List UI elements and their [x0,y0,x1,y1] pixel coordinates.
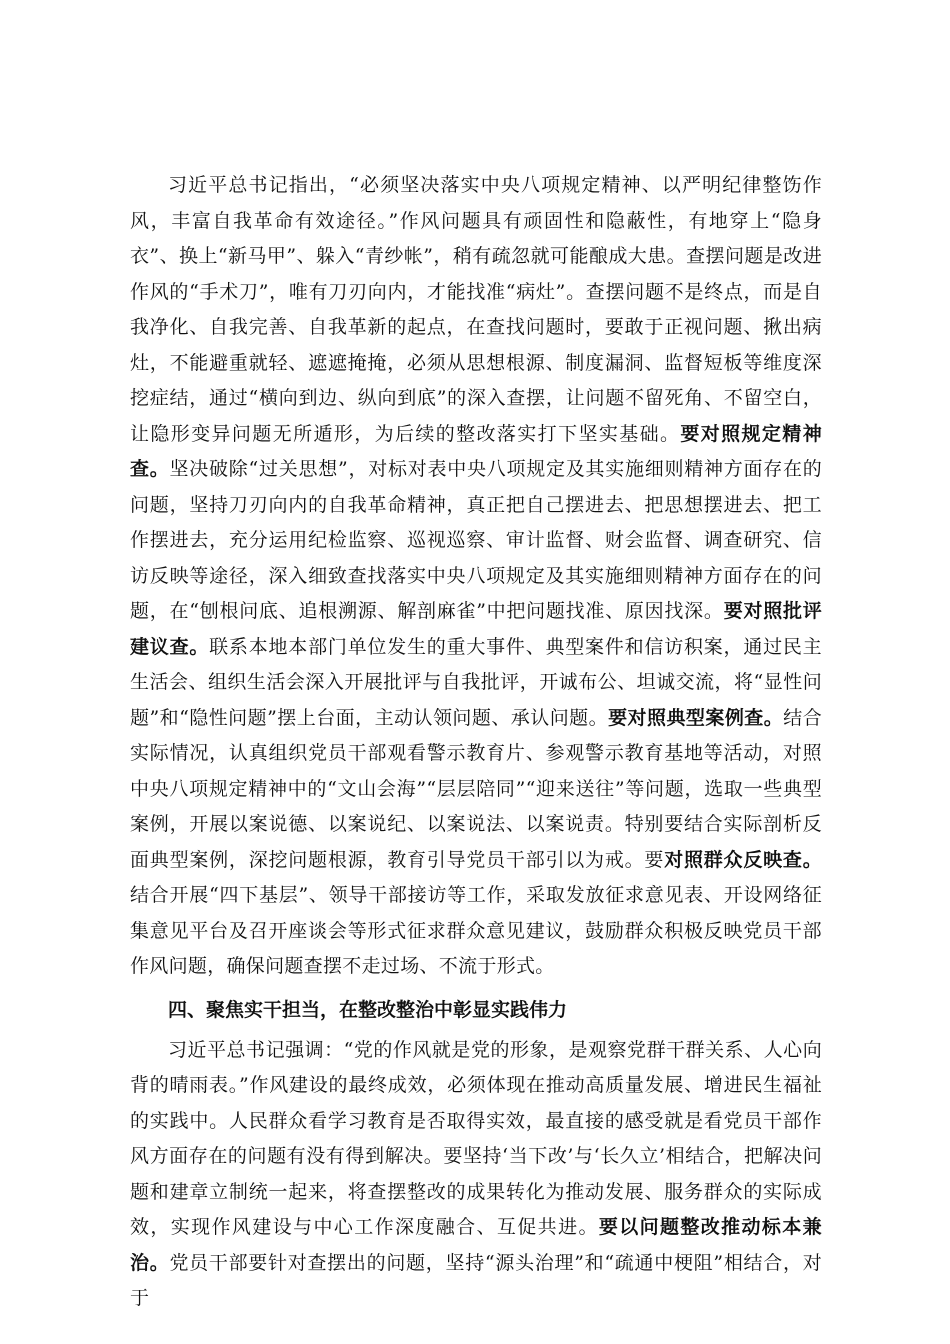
bold-phrase: 要对照批评建议查。 [130,600,822,658]
paragraph-text: 结合开展“四下基层”、领导干部接访等工作，采取发放征求意见表、开设网络征集意见平台及召开座谈会等形式征求群众意见建议，鼓励群众积极反映党员干部作风问题，确保问题查摆不走过场、不流于形式。 [130,884,822,977]
paragraph-text: 习近平总书记强调：“党的作风就是党的形象，是观察党群干群关系、人心向背的晴雨表。”作风建设的最终成效，必须体现在推动高质量发展、增进民生福祉的实践中。人民群众看学习教育是否取得实效，最直接的感受就是看党员干部作风方面存在的问题有没有得到解决。要坚持‘当下改’与‘长久立’相结合，把解决问题和建章立制统一起来，将查摆整改的成果转化为推动发展、服务群众的实际成效，实现作风建设与中心工作深度融合、互促共进。 [130,1038,822,1238]
paragraph-investigation [130,168,822,985]
paragraph-text: 坚决破除“过关思想”，对标对表中央八项规定及其实施细则精神方面存在的问题，坚持刀刃向内的自我革命精神，真正把自己摆进去、把思想摆进去、把工作摆进去，充分运用纪检监察、巡视巡察、审计监督、财会监督、调查研究、信访反映等途径，深入细致查找落实中央八项规定及其实施细则精神方面存在的问题，在“刨根问底、追根溯源、解剖麻雀”中把问题找准、原因找深。 [130,458,822,622]
bold-phrase: 要对照典型案例查。 [608,706,784,729]
paragraph-rectification [130,1033,822,1317]
document-body [130,168,822,1317]
bold-phrase: 要以问题整改推动标本兼治。 [130,1216,822,1274]
bold-phrase: 对照群众反映查。 [664,848,822,871]
paragraph-text: 习近平总书记指出，“必须坚决落实中央八项规定精神、以严明纪律整饬作风，丰富自我革命有效途径。”作风问题具有顽固性和隐蔽性，有地穿上“隐身衣”、换上“新马甲”、躲入“青纱帐”，稍有疏忽就可能酿成大患。查摆问题是改进作风的“手术刀”，唯有刀刃向内，才能找准“病灶”。查摆问题不是终点，而是自我净化、自我完善、自我革新的起点，在查找问题时，要敢于正视问题、揪出病灶，不能避重就轻、遮遮掩掩，必须从思想根源、制度漏洞、监督短板等维度深挖症结，通过“横向到边、纵向到底”的深入查摆，让问题不留死角、不留空白，让隐形变异问题无所遁形，为后续的整改落实打下坚实基础。 [130,174,822,445]
section-heading: 四、聚焦实干担当，在整改整治中彰显实践伟力 [168,998,568,1021]
paragraph-text: 结合实际情况，认真组织党员干部观看警示教育片、参观警示教育基地等活动，对照中央八项规定精神中的“文山会海”“层层陪同”“迎来送往”等问题，选取一些典型案例，开展以案说德、以案说纪、以案说法、以案说责。特别要结合实际剖析反面典型案例，深挖问题根源，教育引导党员干部引以为戒。要 [130,706,822,871]
bold-phrase: 要对照规定精神查。 [130,422,822,480]
paragraph-text: 联系本地本部门单位发生的重大事件、典型案件和信访积案，通过民主生活会、组织生活会深入开展批评与自我批评，开诚布公、坦诚交流，将“显性问题”和“隐性问题”摆上台面，主动认领问题、承认问题。 [130,635,822,729]
paragraph-text: 党员干部要针对查摆出的问题，坚持“源头治理”和“疏通中梗阻”相结合，对于 [130,1251,822,1309]
